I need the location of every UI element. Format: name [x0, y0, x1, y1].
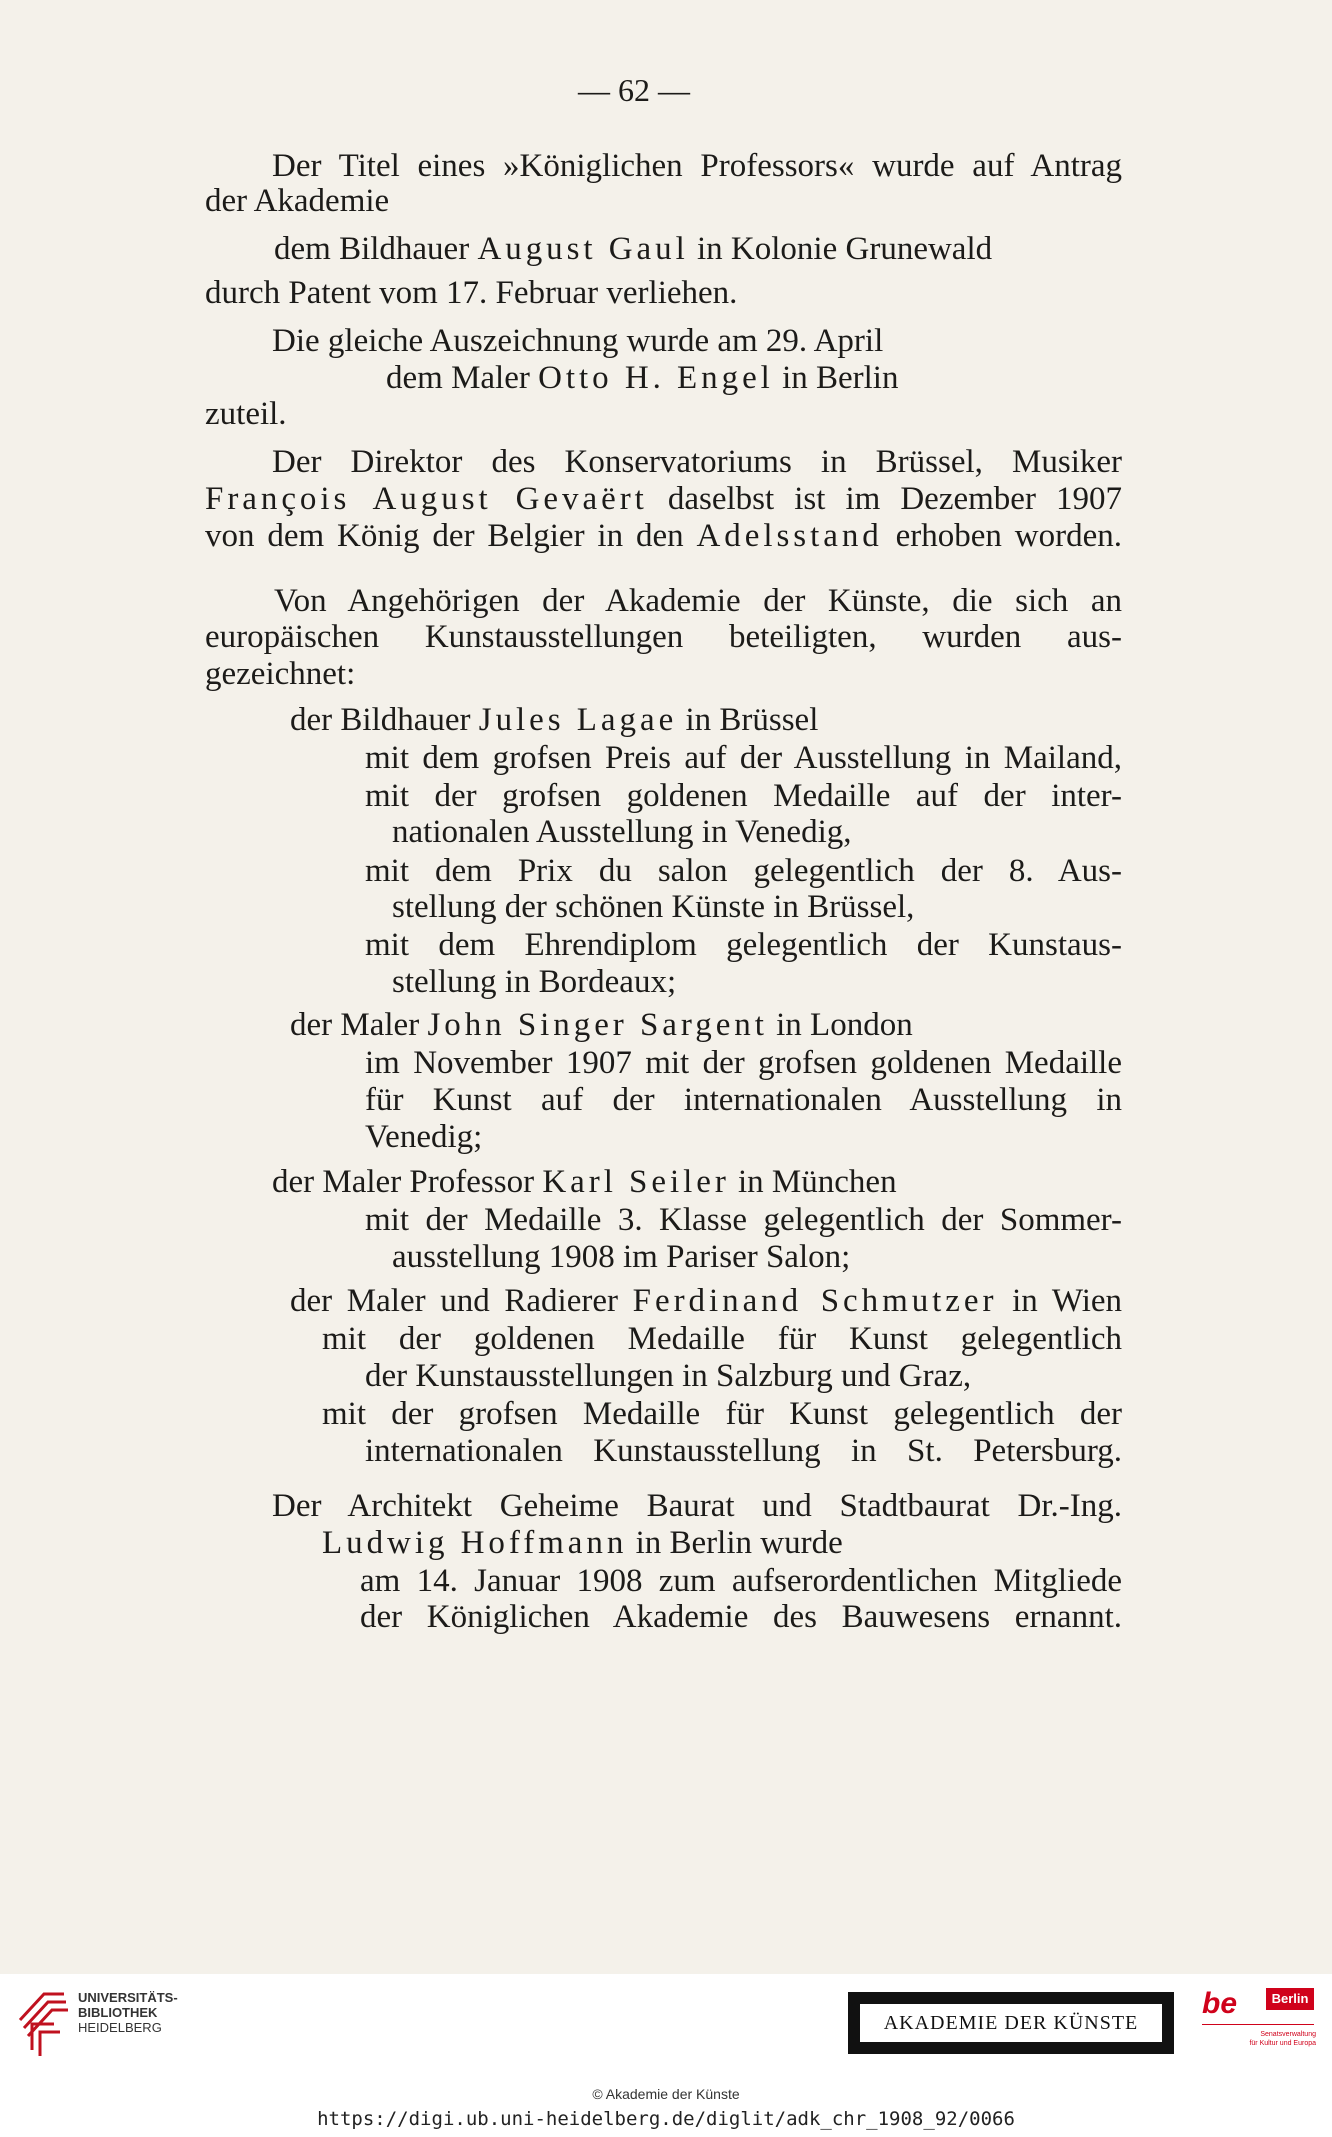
text-line: dem Bildhauer August Gaul in Kolonie Grunewald — [274, 231, 993, 267]
text-line: mit der grofsen Medaille für Kunst gelegentlich der — [322, 1396, 1122, 1432]
berlin-sub-text: Senatsverwaltung für Kultur und Europa — [1249, 2031, 1316, 2047]
text-line: durch Patent vom 17. Februar verliehen. — [205, 275, 738, 311]
text-line: mit der grofsen goldenen Medaille auf der inter- — [365, 778, 1122, 814]
text-line: mit dem grofsen Preis auf der Ausstellung in Mailand, — [365, 740, 1122, 776]
text-line: am 14. Januar 1908 zum aufserordentlichen Mitgliede — [360, 1563, 1122, 1599]
text-line: der Maler und Radierer Ferdinand Schmutzer in Wien — [290, 1283, 1123, 1319]
text-line: stellung der schönen Künste in Brüssel, — [392, 889, 915, 925]
person-name: John Singer Sargent — [427, 1007, 768, 1043]
berlin-senate-logo[interactable] — [1200, 1986, 1318, 2062]
person-name: Ferdinand Schmutzer — [632, 1283, 998, 1319]
text-line: Der Titel eines »Königlichen Professors« wurde auf Antrag — [272, 148, 1122, 184]
text-line: der Maler Professor Karl Seiler in München — [272, 1164, 897, 1200]
text-line: der Akademie — [205, 183, 390, 219]
text-line: mit dem Ehrendiplom gelegentlich der Kunstaus- — [365, 927, 1122, 963]
text-line: Von Angehörigen der Akademie der Künste, die sich an — [274, 583, 1122, 619]
text-line: stellung in Bordeaux; — [392, 964, 677, 1000]
be-berlin-mark: be — [1202, 1987, 1238, 2020]
person-name: Karl Seiler — [542, 1164, 730, 1200]
person-name: August Gaul — [477, 231, 689, 267]
university-library-logo-icon[interactable] — [14, 1984, 72, 2060]
text-line: der Bildhauer Jules Lagae in Brüssel — [290, 702, 819, 738]
viewer-footer — [0, 1974, 1332, 2137]
text-line: Ludwig Hoffmann in Berlin wurde — [322, 1525, 843, 1561]
text-line: der Kunstausstellungen in Salzburg und Graz, — [365, 1358, 972, 1394]
text-line: der Maler John Singer Sargent in London — [290, 1007, 913, 1043]
page-url[interactable]: https://digi.ub.uni-heidelberg.de/diglit/adk_chr_1908_92/0066 — [317, 2108, 1015, 2130]
text-line: europäischen Kunstausstellungen beteiligten, wurden aus- — [205, 619, 1122, 655]
text-line: zuteil. — [205, 396, 287, 432]
text-line: François August Gevaërt daselbst ist im Dezember 1907 — [205, 481, 1122, 517]
berlin-tag: Berlin — [1266, 1988, 1314, 2010]
text-line: mit der Medaille 3. Klasse gelegentlich der Sommer- — [365, 1202, 1122, 1238]
text-line: ausstellung 1908 im Pariser Salon; — [392, 1239, 851, 1275]
text-line: mit dem Prix du salon gelegentlich der 8. Aus- — [365, 853, 1122, 889]
berlin-divider — [1202, 2024, 1314, 2025]
emphasis: Adelsstand — [696, 518, 883, 554]
text-line: nationalen Ausstellung in Venedig, — [392, 814, 852, 850]
text-line: Die gleiche Auszeichnung wurde am 29. April — [272, 323, 884, 359]
text-line: von dem König der Belgier in den Adelsstand erhoben worden. — [205, 518, 1122, 554]
text-line: internationalen Kunstausstellung in St. Petersburg. — [365, 1433, 1122, 1469]
text-line: Der Architekt Geheime Baurat und Stadtbaurat Dr.-Ing. — [272, 1488, 1122, 1524]
text-line: mit der goldenen Medaille für Kunst gelegentlich — [322, 1321, 1122, 1357]
text-line: im November 1907 mit der grofsen goldenen Medaille — [365, 1045, 1122, 1081]
person-name: Ludwig Hoffmann — [322, 1525, 628, 1561]
person-name: Otto H. Engel — [538, 360, 774, 396]
akademie-der-kuenste-logo[interactable] — [848, 1992, 1174, 2054]
text-line: für Kunst auf der internationalen Ausstellung in — [365, 1082, 1122, 1118]
text-line: Der Direktor des Konservatoriums in Brüssel, Musiker — [272, 444, 1122, 480]
text-line: gezeichnet: — [205, 656, 356, 692]
page-number: — 62 — — [578, 72, 690, 108]
text-line: Venedig; — [365, 1119, 483, 1155]
akademie-label: AKADEMIE DER KÜNSTE — [860, 2004, 1162, 2042]
text-line: dem Maler Otto H. Engel in Berlin — [386, 360, 899, 396]
person-name: Jules Lagae — [478, 702, 678, 738]
copyright-notice: © Akademie der Künste — [592, 2086, 740, 2102]
text-line: der Königlichen Akademie des Bauwesens ernannt. — [360, 1599, 1122, 1635]
person-name: François August Gevaërt — [205, 481, 648, 517]
university-library-name[interactable]: UNIVERSITÄTS- BIBLIOTHEK HEIDELBERG — [78, 1990, 178, 2035]
